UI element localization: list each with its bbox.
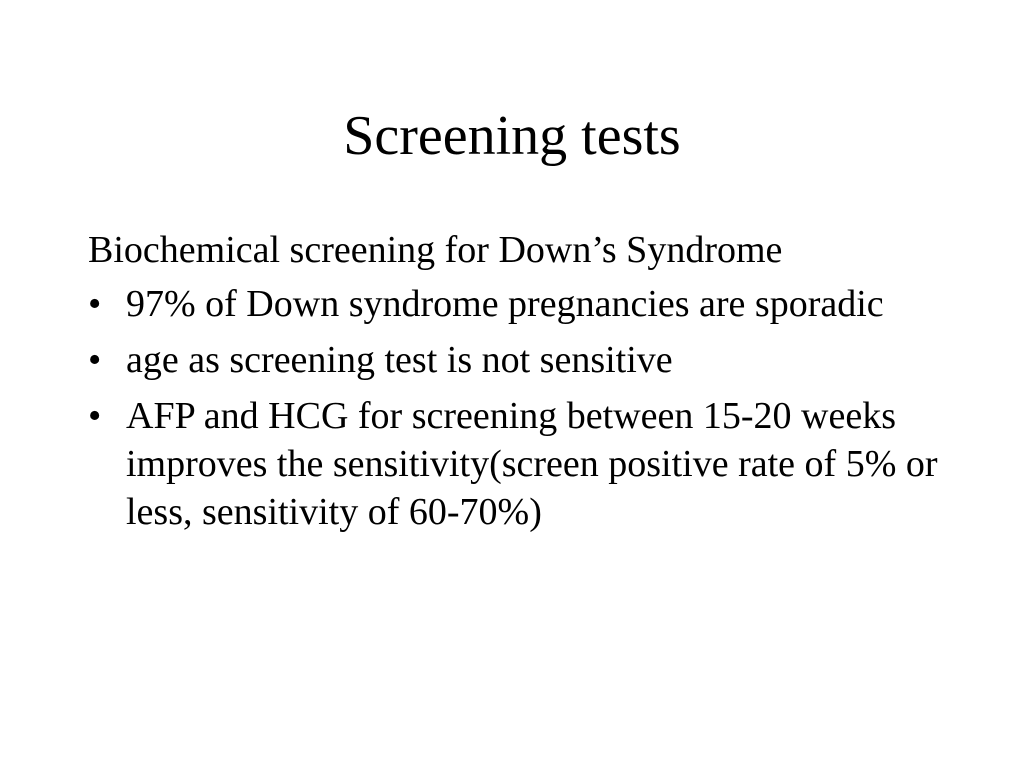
slide-subheading: Biochemical screening for Down’s Syndrome [88,229,783,271]
bullet-icon: • [88,395,102,437]
bullet-icon: • [88,283,102,325]
slide-body [88,226,948,544]
bullet-text: AFP and HCG for screening between 15-20 weeks improves the sensitivity(screen positive rate of 5% or less, sensitivity of 60-70%) [126,395,938,533]
bullet-text: 97% of Down syndrome pregnancies are sporadic [126,283,884,325]
bullet-icon: • [88,339,102,381]
bullet-list [88,280,948,536]
bullet-item-afp-hcg [88,392,948,536]
bullet-item-sporadic [88,280,948,328]
bullet-text: age as screening test is not sensitive [126,339,673,381]
bullet-item-age [88,336,948,384]
slide-title: Screening tests [343,105,681,167]
